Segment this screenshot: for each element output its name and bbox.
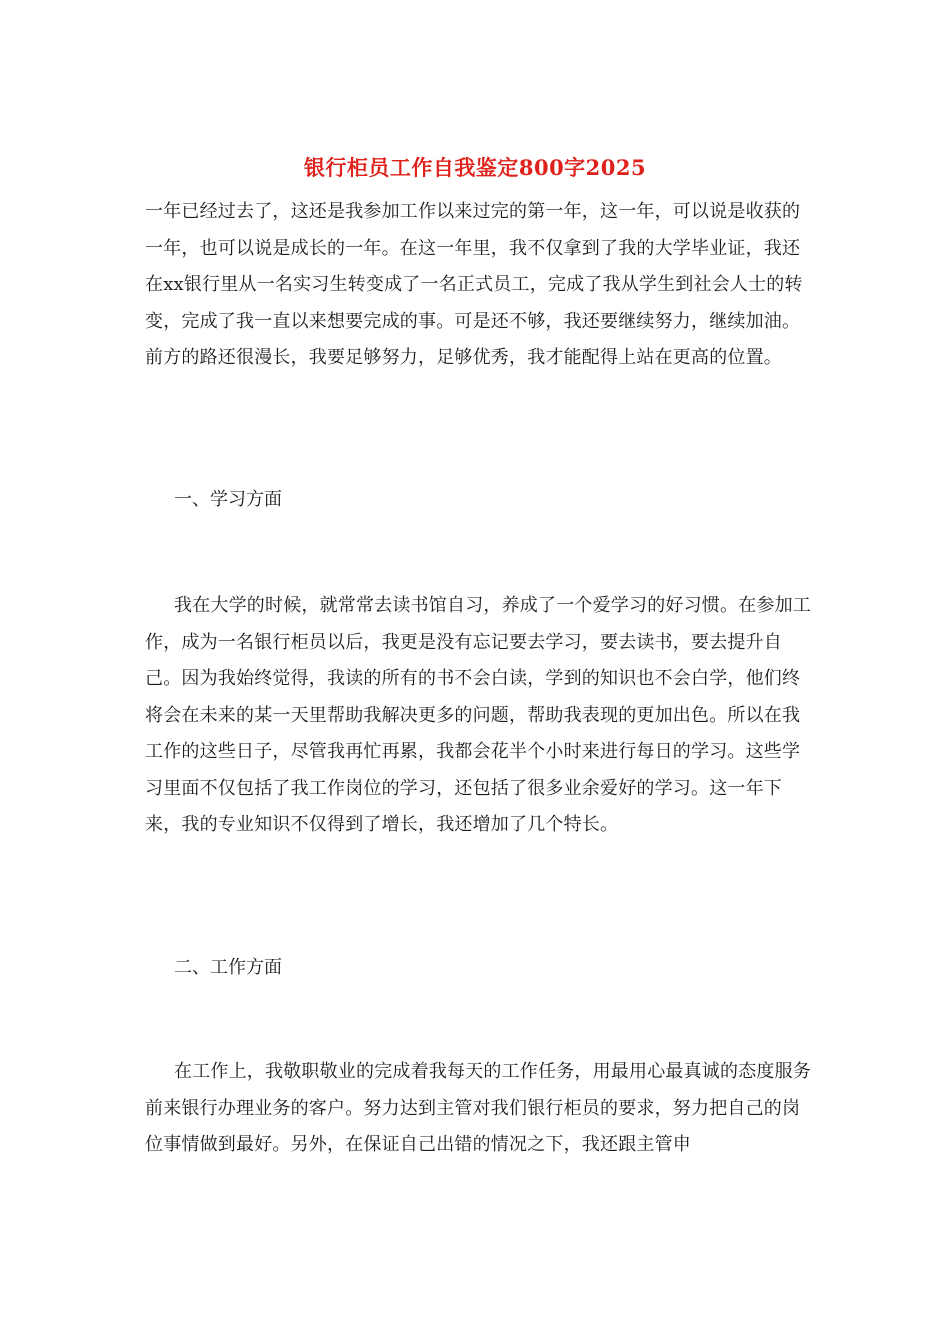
section-heading-work: 二、工作方面 (174, 957, 282, 978)
section-body-study: 我在大学的时候，就常常去读书馆自习，养成了一个爱学习的好习惯。在参加工作，成为一名银行柜员以后，我更是没有忘记要去学习，要去读书，要去提升自己。因为我始终觉得，我读的所有的书不会白读，学到的知识也不会白学，他们终将会在未来的某一天里帮助我解决更多的问题，帮助我表现的更加出色。所以在我工作的这些日子，尽管我再忙再累，我都会花半个小时来进行每日的学习。这些学习里面不仅包括了我工作岗位的学习，还包括了很多业余爱好的学习。这一年下来，我的专业知识不仅得到了增长，我还增加了几个特长。 (145, 595, 811, 835)
section-heading-study: 一、学习方面 (174, 489, 282, 510)
document-title: 银行柜员工作自我鉴定800字2025 (303, 155, 647, 180)
intro-paragraph: 一年已经过去了，这还是我参加工作以来过完的第一年，这一年，可以说是收获的一年，也可以说是成长的一年。在这一年里，我不仅拿到了我的大学毕业证，我还在xx银行里从一名实习生转变成了一名正式员工，完成了我从学生到社会人士的转变，完成了我一直以来想要完成的事。可是还不够，我还要继续努力，继续加油。前方的路还很漫长，我要足够努力，足够优秀，我才能配得上站在更高的位置。 (145, 201, 803, 368)
section-body-work: 在工作上，我敬职敬业的完成着我每天的工作任务，用最用心最真诚的态度服务前来银行办理业务的客户。努力达到主管对我们银行柜员的要求，努力把自己的岗位事情做到最好。另外，在保证自己出错的情况之下，我还跟主管申 (145, 1061, 811, 1155)
